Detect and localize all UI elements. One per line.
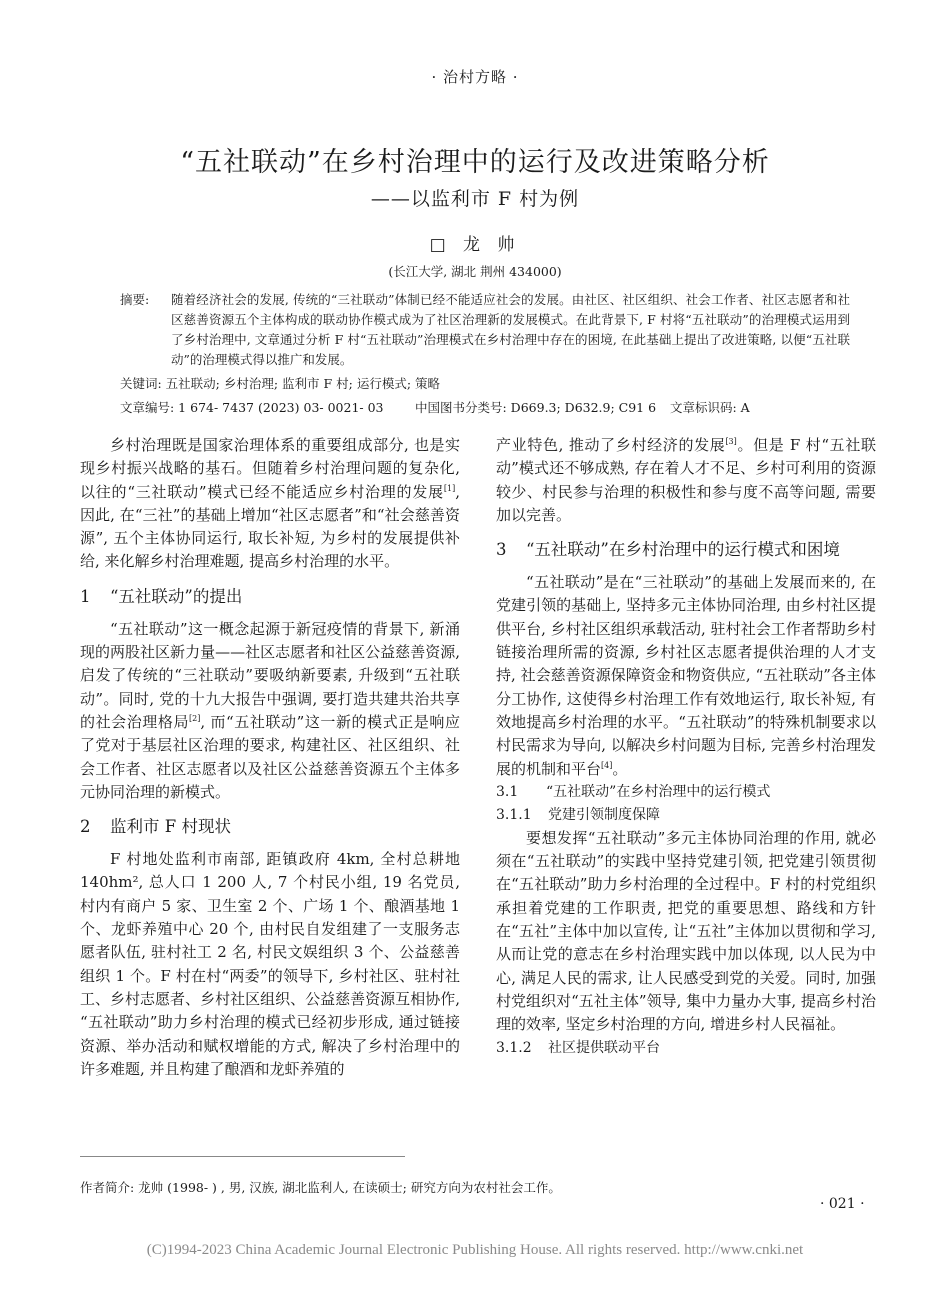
section-heading: 2 监利市 F 村现状: [80, 817, 231, 837]
doc-code: 文章标识码: A: [670, 400, 750, 415]
author-affiliation: (长江大学, 湖北 荆州 434000): [388, 264, 562, 279]
paragraph: 乡村治理既是国家治理体系的重要组成部分, 也是实现乡村振兴战略的基石。但随着乡村治理问题的复杂化, 以往的“三社联动”模式已经不能适应乡村治理的发展[1], 因此, 在“三社”的基础上增加“社区志愿者”和“社会慈善资源”, 五个主体协同运行, 取长补短, 为乡村的发展提供补给, 来化解乡村治理难题, 提高乡村治理的水平。: [80, 436, 460, 571]
citation-ref[interactable]: [2]: [189, 713, 201, 723]
paragraph: F 村地处监利市南部, 距镇政府 4km, 全村总耕地 140hm², 总人口 1 200 人, 7 个村民小组, 19 名党员, 村内有商户 5 家、卫生室 2 个、广场 1 个、酿酒基地 1 个、龙虾养殖中心 20 个, 由村民自发组建了一支服务志愿者队伍, 驻村社工 2 名, 村民文娱组织 3 个、公益慈善组织 1 个。F 村在村“两委”的领导下, 乡村社区、驻村社工、乡村志愿者、乡村社区组织、公益慈善资源互相协作, “五社联动”助力乡村治理的模式已经初步形成, 通过链接资源、举办活动和赋权增能的方式, 解决了乡村治理中的许多难题, 并且构建了酿酒和龙虾养殖的: [80, 850, 460, 1078]
section-heading: 3 “五社联动”在乡村治理中的运行模式和困境: [496, 540, 840, 560]
column-tag: · 治村方略 ·: [431, 68, 519, 86]
page-number: · 021 ·: [820, 1196, 865, 1212]
keywords: 关键词: 五社联动; 乡村治理; 监利市 F 村; 运行模式; 策略: [120, 376, 441, 391]
author-name: □ 龙 帅: [429, 235, 521, 255]
section-heading: 1 “五社联动”的提出: [80, 586, 243, 606]
citation-ref[interactable]: [4]: [601, 760, 613, 770]
abstract-text: 随着经济社会的发展, 传统的“三社联动”体制已经不能适应社会的发展。由社区、社区组织、社会工作者、社区志愿者和社区慈善资源五个主体构成的联动协作模式成为了社区治理新的发展模式。在此背景下, F 村将“五社联动”的治理模式运用到了乡村治理中, 文章通过分析 F 村“五社联动”治理模式在乡村治理中存在的困境, 在此基础上提出了改进策略, 以便“五社联动”的治理模式得以推广和发展。: [171, 292, 850, 367]
subsection-heading: 3.1 “五社联动”在乡村治理中的运行模式: [496, 783, 771, 800]
paragraph: “五社联动”是在“三社联动”的基础上发展而来的, 在党建引领的基础上, 坚持多元主体协同治理, 由乡村社区提供平台, 乡村社区组织承载活动, 驻村社会工作者帮助乡村链接治理所需的资源, 乡村社区志愿者提供治理的人才支持, 社会慈善资源保障资金和物资供应, “五社联动”各主体分工协作, 这使得乡村治理工作有效地运行, 取长补短, 有效地提高乡村治理的水平。“五社联动”的特殊机制要求以村民需求为导向, 以解决乡村问题为目标, 完善乡村治理发展的机制和平台[4]。: [496, 573, 876, 778]
subsubsection-heading: 3.1.2 社区提供联动平台: [496, 1039, 660, 1056]
abstract-label: 摘要:: [120, 292, 150, 307]
left-column: [80, 434, 460, 1081]
abstract: [120, 290, 850, 370]
paragraph: 产业特色, 推动了乡村经济的发展[3]。但是 F 村“五社联动”模式还不够成熟, 存在着人才不足、乡村可利用的资源较少、村民参与治理的积极性和参与度不高等问题, 需要加以完善。: [496, 436, 876, 524]
article-title: “五社联动”在乡村治理中的运行及改进策略分析: [180, 147, 770, 178]
paragraph: 要想发挥“五社联动”多元主体协同治理的作用, 就必须在“五社联动”的实践中坚持党建引领, 把党建引领贯彻在“五社联动”助力乡村治理的全过程中。F 村的村党组织承担着党建的工作职责, 把党的重要思想、路线和方针在“五社”主体中加以宣传, 让“五社”主体加以贯彻和学习, 从而让党的意志在乡村治理实践中加以体现, 以人民为中心, 满足人民的需求, 让人民感受到党的关爱。同时, 加强村党组织对“五社主体”领导, 集中力量办大事, 提高乡村治理的效率, 坚定乡村治理的方向, 增进乡村人民福祉。: [496, 828, 876, 1034]
doc-number: 文章编号: 1 674- 7437 (2023) 03- 0021- 03: [120, 400, 384, 415]
citation-ref[interactable]: [1]: [443, 483, 456, 493]
subsubsection-heading: 3.1.1 党建引领制度保障: [496, 806, 660, 823]
right-column: [496, 434, 876, 1060]
author-footnote: 作者简介: 龙帅 (1998- ) , 男, 汉族, 湖北监利人, 在读硕士; 研究方向为农村社会工作。: [80, 1180, 561, 1195]
paragraph: “五社联动”这一概念起源于新冠疫情的背景下, 新涌现的两股社区新力量——社区志愿者和社区公益慈善资源, 启发了传统的“三社联动”要吸纳新要素, 升级到“五社联动”。同时, 党的十九大报告中强调, 要打造共建共治共享的社会治理格局[2], 而“五社联动”这一新的模式正是响应了党对于基层社区治理的要求, 构建社区、社区组织、社会工作者、社区志愿者以及社区公益慈善资源五个主体多元协同治理的新模式。: [80, 619, 461, 801]
copyright-watermark: (C)1994-2023 China Academic Journal Electronic Publishing House. All rights reserved. http://www.cnki.net: [146, 1242, 804, 1258]
clc-number: 中国图书分类号: D669.3; D632.9; C91 6: [415, 400, 657, 415]
footnote-divider: [80, 1156, 405, 1157]
article-subtitle: ——以监利市 F 村为例: [370, 188, 580, 210]
citation-ref[interactable]: [3]: [725, 437, 737, 446]
